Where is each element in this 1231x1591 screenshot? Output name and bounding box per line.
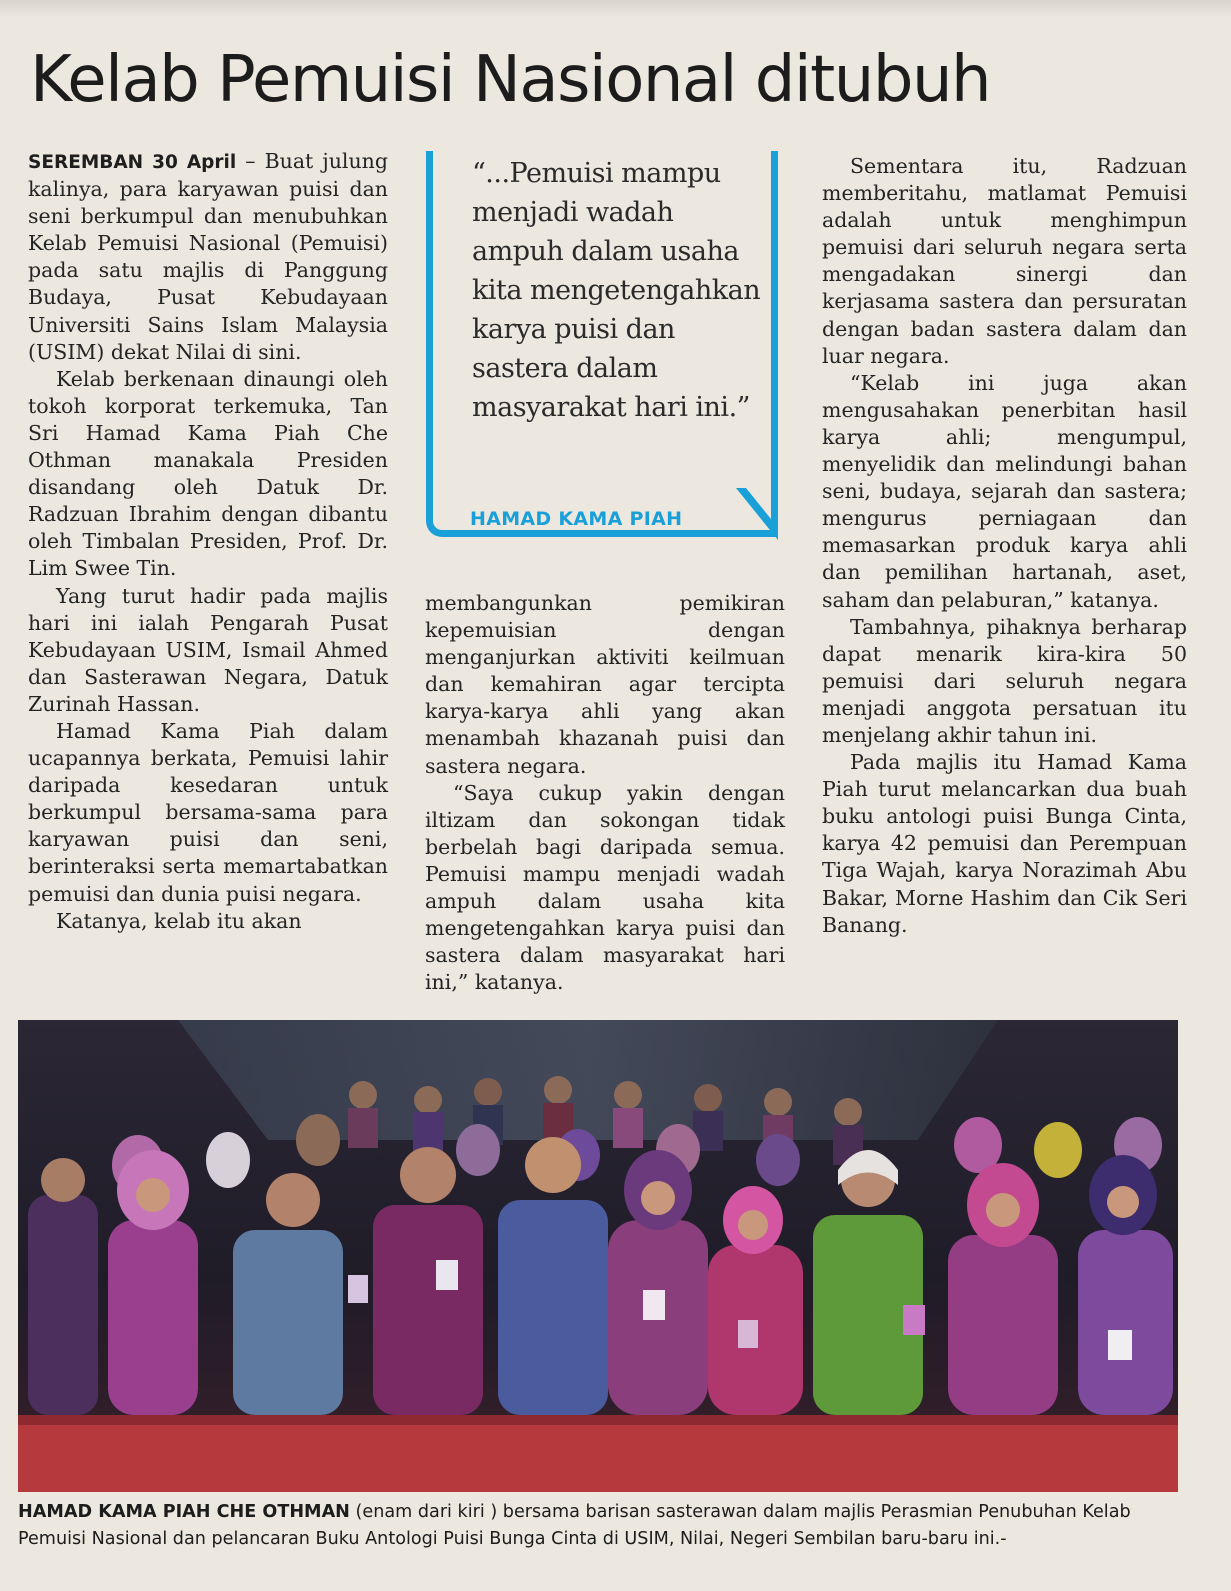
caption-lead: HAMAD KAMA PIAH CHE OTHMAN <box>18 1502 350 1522</box>
previous-article-strip <box>0 0 1231 18</box>
column-2 <box>425 590 785 996</box>
speech-bubble-tail-inner <box>746 488 771 519</box>
paragraph: Sementara itu, Radzuan memberitahu, matlamat Pemuisi adalah untuk menghimpun pemuisi dari seluruh negara serta mengadakan sinergi dan kerjasama sastera dan persuratan dengan badan sastera dalam dan luar negara. <box>822 154 1187 368</box>
column-1 <box>28 148 388 935</box>
group-photo-illustration <box>18 1020 1178 1492</box>
paragraph <box>28 148 388 366</box>
dateline: SEREMBAN 30 April <box>28 152 237 173</box>
paragraph: “Saya cukup yakin dengan iltizam dan sokongan tidak berbelah bagi daripada semua. Pemuisi mampu menjadi wadah ampuh dalam usaha kita mengetengahkan karya puisi dan sastera dalam masyarakat hari ini,” katanya. <box>425 780 785 995</box>
paragraph: “Kelab ini juga akan mengusahakan penerbitan hasil karya ahli; mengumpul, menyelidik dan melindungi bahan seni, budaya, sejarah dan sastera; mengurus perniagaan dan memasarkan produk karya ahli dan pemilihan hartanah, aset, saham dan pelaburan,” katanya. <box>822 370 1187 612</box>
pull-quote-author: HAMAD KAMA PIAH <box>470 508 683 530</box>
headline: Kelab Pemuisi Nasional ditubuh <box>30 43 991 117</box>
pull-quote-text: “...Pemuisi mampu menjadi wadah ampuh dalam usaha kita mengetengahkan karya puisi dan sastera dalam masyarakat hari ini.” <box>472 158 761 423</box>
photo-caption <box>18 1499 1188 1553</box>
paragraph-text: – Buat julung kalinya, para karyawan puisi dan seni berkumpul dan menubuhkan Kelab Pemuisi Nasional (Pemuisi) pada satu majlis di Panggung Budaya, Pusat Kebudayaan Universiti Sains Islam Malaysia (USIM) dekat Nilai di sini. <box>28 149 388 364</box>
paragraph: Kelab berkenaan dinaungi oleh tokoh korporat terkemuka, Tan Sri Hamad Kama Piah Che Othman manakala Presiden disandang oleh Datuk Dr. Radzuan Ibrahim dengan dibantu oleh Timbalan Presiden, Prof. Dr. Lim Swee Tin. <box>28 366 388 581</box>
paragraph: Pada majlis itu Hamad Kama Piah turut melancarkan dua buah buku antologi puisi Bunga Cinta, karya 42 pemuisi dan Perempuan Tiga Wajah, karya Norazimah Abu Bakar, Morne Hashim dan Cik Seri Banang. <box>822 750 1187 937</box>
paragraph: Tambahnya, pihaknya berharap dapat menarik kira-kira 50 pemuisi dari seluruh negara menjadi anggota persatuan itu menjelang akhir tahun ini. <box>822 614 1187 747</box>
paragraph: Hamad Kama Piah dalam ucapannya berkata, Pemuisi lahir daripada kesedaran untuk berkumpul bersama-sama para karyawan puisi dan seni, berinteraksi serta memartabatkan pemuisi dan dunia puisi negara. <box>28 718 388 906</box>
paragraph: membangunkan pemikiran kepemuisian dengan menganjurkan aktiviti keilmuan dan kemahiran agar tercipta karya-karya ahli yang akan menambah khazanah puisi dan sastera negara. <box>425 591 785 778</box>
column-3 <box>822 153 1187 939</box>
paragraph: Katanya, kelab itu akan <box>56 908 302 933</box>
paragraph: Yang turut hadir pada majlis hari ini ialah Pengarah Pusat Kebudayaan USIM, Ismail Ahmed dan Sasterawan Negara, Datuk Zurinah Hassan. <box>28 583 388 716</box>
caption-text: (enam dari kiri ) bersama barisan sasterawan dalam majlis Perasmian Penubuhan Kelab Pemuisi Nasional dan pelancaran Buku Antologi Puisi Bunga Cinta di USIM, Nilai, Negeri Sembilan baru-baru ini.- <box>18 1502 1131 1549</box>
group-photo <box>18 1020 1178 1492</box>
